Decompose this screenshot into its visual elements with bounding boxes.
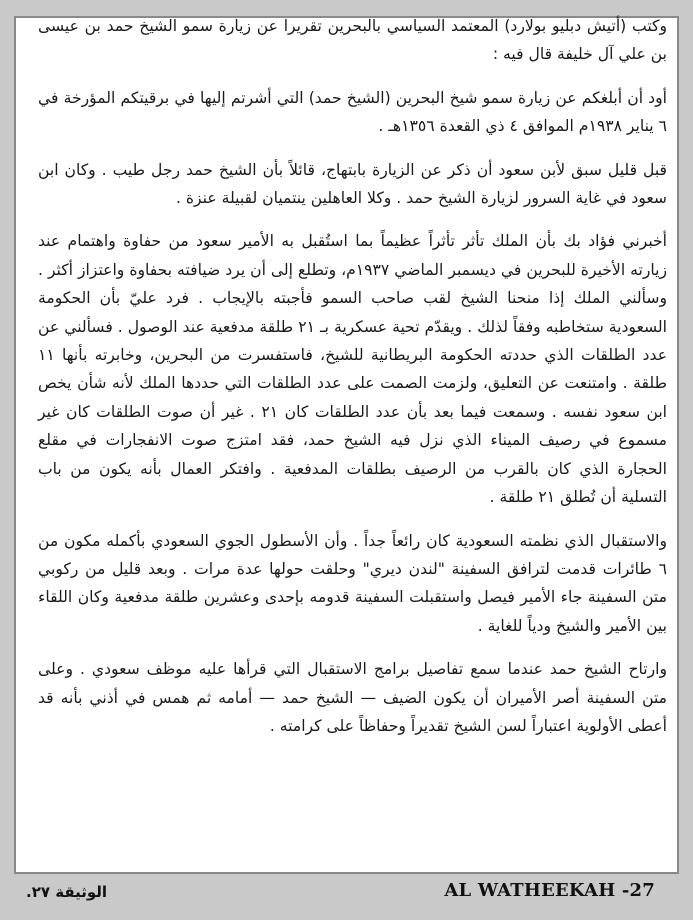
footer-page-label-english: AL WATHEEKAH -27 xyxy=(444,880,655,901)
document-body xyxy=(38,12,667,750)
paragraph-sheikh-hamad: وارتاح الشيخ حمد عندما سمع تفاصيل برامج الاستقبال التي قرأها عليه موظف سعودي . وعلى متن السفينة أصر الأميران أن يكون الضيف — الشيخ حمد — أمامه ثم همس في أذني بأنه قد أعطى الأولوية اعتباراً لسن الشيخ تقديراً وحفاظاً على كرامته . xyxy=(38,660,667,735)
paragraph-fuad-bey: أخبرني فؤاد بك بأن الملك تأثر تأثراً عظيماً بما استُقبل به الأمير سعود من حفاوة واهتمام عند زيارته الأخيرة للبحرين في ديسمبر الماضي ١٩٣٧م، وتطلع إلى أن يرد ضيافته بحفاوة واعتزاز أكثر . وسألني الملك إذا منحنا الشيخ لقب صاحب السمو فأجبته بالإيجاب . فرد عليّ بأن الحكومة السعودية ستخاطبه وفقاً لذلك . ويقدّم تحية عسكرية بـ ٢١ طلقة مدفعية عند الوصول . فسألني عن عدد الطلقات الذي حددته الحكومة البريطانية للشيخ، فاستفسرت من البحرين، وخابرته بأنها ١١ طلقة . وامتنعت عن التعليق، ولزمت الصمت على عدد الطلقات التي حددها الملك لأنه شأن يخص ابن سعود نفسه . وسمعت فيما بعد بأن عدد الطلقات كان ٢١ . غير أن صوت الطلقات كان غير مسموع في رصيف الميناء الذي نزل فيه الشيخ حمد، فقد امتزج صوت الانفجارات في مقلع الحجارة الذي كان بالقرب من الرصيف بطلقات المدفعية . وافتكر العمال بأنه يكون من باب التسلية أن تُطلق ٢١ طلقة . xyxy=(38,232,668,507)
paragraph-report-opening: أود أن أبلغكم عن زيارة سمو شيخ البحرين (الشيخ حمد) التي أشرتم إليها في برقيتكم المؤرخة في ٦ يناير ١٩٣٨م الموافق ٤ ذي القعدة ١٣٥٦هـ . xyxy=(38,88,667,136)
paragraph-reception: والاستقبال الذي نظمته السعودية كان رائعاً جداً . وأن الأسطول الجوي السعودي بأكمله مكون من ٦ طائرات قدمت لترافق السفينة "لندن ديري" وحلقت حولها عدة مرات . وبعد قليل من ركوبي متن السفينة جاء الأمير فيصل واستقبلت السفينة قدومه بإحدى وعشرين طلقة مدفعية وكان اللقاء بين الأمير والشيخ ودياً للغاية . xyxy=(38,531,667,635)
footer-page-label-arabic: الوثيقة ٢٧. xyxy=(26,883,108,901)
paragraph-ibn-saud: قبل قليل سبق لأبن سعود أن ذكر عن الزيارة بابتهاج، قائلاً بأن الشيخ حمد رجل طيب . وكان ابن سعود في غاية السرور لزيارة الشيخ حمد . وكلا العاهلين ينتميان لقبيلة عنزة . xyxy=(38,160,667,208)
paragraph-intro: وكتب (أتيش دبليو بولارد) المعتمد السياسي بالبحرين تقريرا عن زيارة سمو الشيخ حمد بن عيسى بن علي آل خليفة قال فيه : xyxy=(38,17,667,64)
